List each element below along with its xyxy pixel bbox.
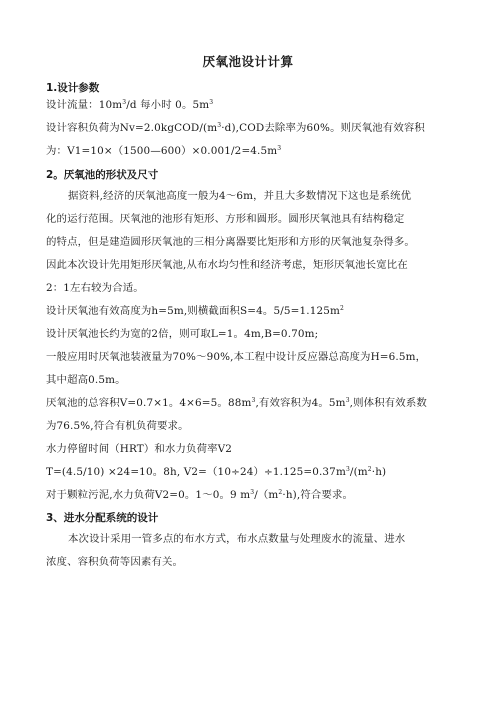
section-heading-design-parameters: 1.设计参数: [46, 82, 100, 94]
paragraph-line: 设计厌氧池长约为宽的2倍，则可取L=1。4m,B=0.70m;: [46, 328, 319, 340]
line-cross-section: 设计厌氧池有效高度为h=5m,则横截面积S=4。$5/5=1.125m^2$: [46, 305, 344, 317]
line-hydraulic-load: 对于颗粒污泥,水力负荷V2=0。1～0。9 $m^3/(m^2\cdot h)$,符合要求。: [46, 489, 354, 501]
line-total-volume: 厌氧池的总容积V=0.7×1。4×6=5。$88m^3$,有效容积为4。$5m^3$,则体积有效系数: [46, 397, 427, 409]
paragraph-line: 一般应用时厌氧池装液量为70%～90%,本工程中设计反应器总高度为H=6.5m，: [46, 351, 427, 363]
paragraph-line: 化的运行范围。厌氧池的池形有矩形、方形和圆形。圆形厌氧池具有结构稳定: [46, 213, 405, 225]
line-design-flow: 设计流量：$10m^3/d$ 每小时 0。$5m^3$: [46, 99, 214, 111]
line-hrt-formula: T=(4.5/10) ×24=10。8h, $V2=(10\div 24)\div 1.125=0.37m^3/(m^2\cdot h)$: [46, 466, 387, 478]
paragraph-line: 因此本次设计先用矩形厌氧池,从布水均匀性和经济考虑，矩形厌氧池长宽比在: [46, 259, 408, 271]
paragraph-line: 其中超高0.5m。: [46, 374, 126, 386]
paragraph-line: 据资料,经济的厌氧池高度一般为4～6m，并且大多数情况下这也是系统优: [68, 190, 412, 202]
document-title: 厌氧池设计计算: [202, 54, 294, 69]
paragraph-line: 浓度、容积负荷等因素有关。: [46, 556, 184, 568]
section-heading-inlet-distribution: 3、进水分配系统的设计: [46, 512, 159, 524]
paragraph-line: 水力停留时间（HRT）和水力负荷率V2: [46, 443, 233, 455]
section-heading-shape-size: 2。厌氧池的形状及尺寸: [46, 169, 159, 181]
paragraph-line: 本次设计采用一管多点的布水方式，布水点数量与处理废水的流量、进水: [68, 533, 406, 545]
line-effective-volume: 为：$V1=10\times(1500—600)\times 0.001/2=4.5m^3$: [46, 145, 282, 157]
paragraph-line: 为76.5%,符合有机负荷要求。: [46, 420, 189, 432]
line-volume-load: 设计容积负荷为$Nv=2.0kgCOD/(m^3\cdot d),COD$去除率为60%。则厌氧池有效容积: [46, 122, 425, 134]
paragraph-line: 2：1左右较为合适。: [46, 282, 144, 294]
paragraph-line: 的特点，但是建造圆形厌氧池的三相分离器要比矩形和方形的厌氧池复杂得多。: [46, 236, 415, 248]
